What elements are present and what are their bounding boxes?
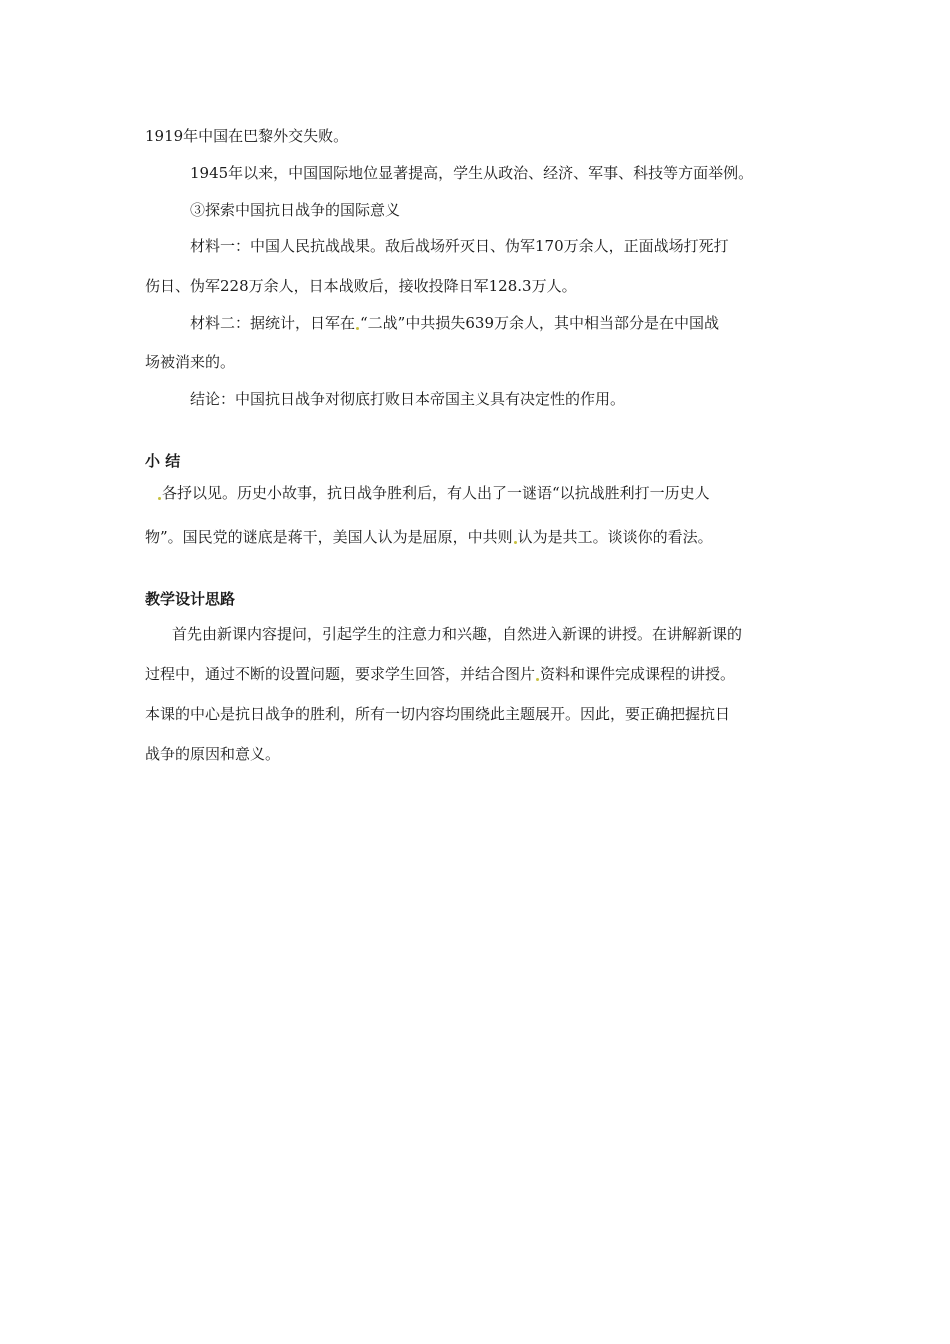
summary-text-1: 各抒以见。历史小故事，抗日战争胜利后，有人出了一谜语“以抗战胜利打一历史人 xyxy=(162,484,710,502)
material-two-text-a: 材料二：据统计，日军在 xyxy=(190,314,356,332)
text-line-1945: 1945年以来，中国国际地位显著提高，学生从政治、经济、军事、科技等方面举例。 xyxy=(190,164,754,182)
design-line-1: 首先由新课内容提问，引起学生的注意力和兴趣，自然进入新课的讲授。在讲解新课的 xyxy=(172,625,743,643)
material-one-line-1: 材料一：中国人民抗战战果。敌后战场歼灭日、伪军170万余人，正面战场打死打 xyxy=(190,237,729,255)
summary-text-2a: 物”。国民党的谜底是蒋干，美国人认为是屈原，中共则 xyxy=(145,528,513,546)
design-line-3: 本课的中心是抗日战争的胜利，所有一切内容均围绕此主题展开。因此，要正确把握抗日 xyxy=(145,705,731,723)
design-heading: 教学设计思路 xyxy=(145,590,236,608)
marker-dot xyxy=(356,327,359,330)
material-one-line-2: 伤日、伪军228万余人，日本战败后，接收投降日军128.3万人。 xyxy=(145,277,577,295)
marker-dot xyxy=(158,497,161,500)
summary-text-2b: 认为是共工。谈谈你的看法。 xyxy=(517,528,713,546)
conclusion-line: 结论：中国抗日战争对彻底打败日本帝国主义具有决定性的作用。 xyxy=(190,390,626,408)
marker-dot xyxy=(536,678,539,681)
explore-title: ③探索中国抗日战争的国际意义 xyxy=(190,201,401,219)
material-two-line-2: 场被消来的。 xyxy=(145,353,236,371)
summary-paragraph-line-2 xyxy=(145,527,713,547)
material-two-text-b: “二战”中共损失639万余人，其中相当部分是在中国战 xyxy=(360,314,719,332)
material-two-line-1 xyxy=(190,313,719,333)
marker-dot xyxy=(514,541,517,544)
design-text-2b: 资料和课件完成课程的讲授。 xyxy=(540,665,736,683)
design-line-4: 战争的原因和意义。 xyxy=(145,745,281,763)
summary-heading: 小 结 xyxy=(145,452,181,470)
text-line-1919: 1919年中国在巴黎外交失败。 xyxy=(145,127,349,145)
design-line-2 xyxy=(145,664,735,684)
summary-paragraph-line-1 xyxy=(157,483,710,503)
design-text-2a: 过程中，通过不断的设置问题，要求学生回答，并结合图片 xyxy=(145,665,536,683)
